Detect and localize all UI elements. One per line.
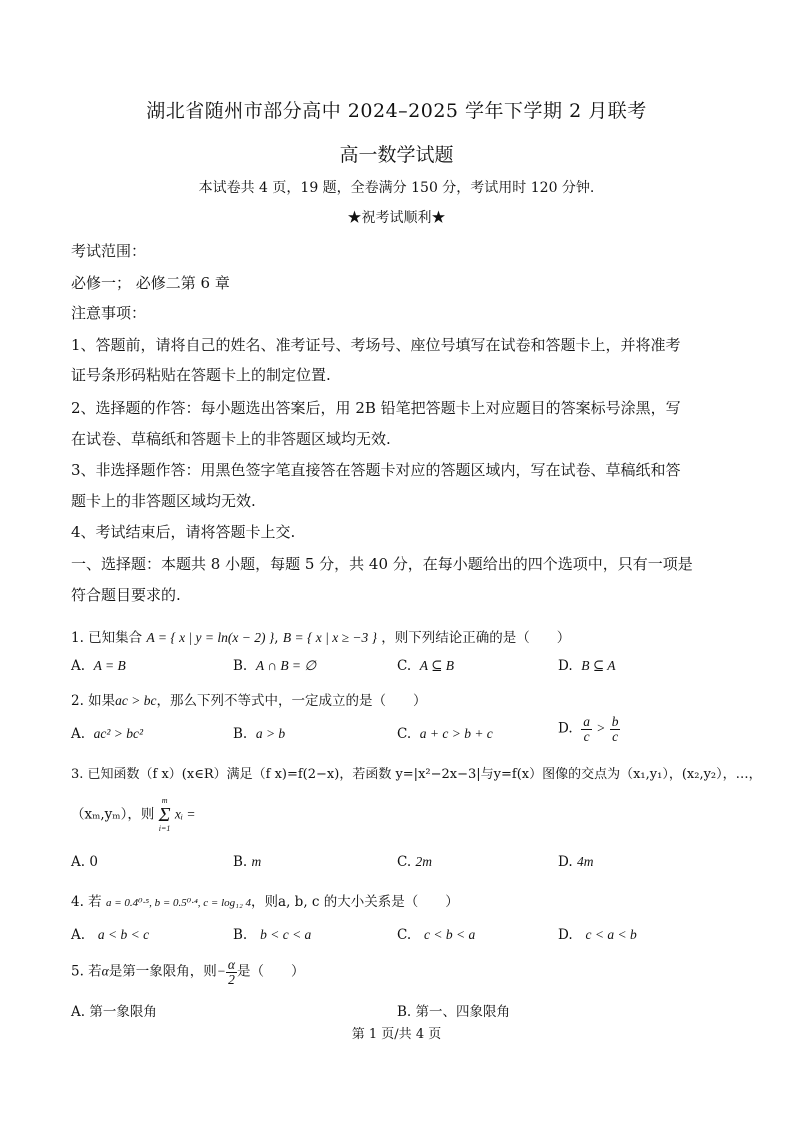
sigma-icon: Σ <box>158 804 171 826</box>
q4-option-c <box>397 927 475 943</box>
option-label: D. <box>558 720 573 737</box>
fraction-numerator: α <box>227 957 235 972</box>
option-label: A. <box>71 726 86 742</box>
option-text: B ⊆ A <box>581 658 616 673</box>
q1-suffix: ，则下列结论正确的是（ ） <box>381 630 571 646</box>
option-label: D. <box>558 658 573 674</box>
sum-term: xᵢ = <box>174 806 196 822</box>
q1-option-b <box>233 658 316 674</box>
q3-option-c <box>397 854 432 870</box>
fraction-denominator: c <box>583 728 590 744</box>
greater-than-sign: > <box>596 720 606 736</box>
option-label: B. <box>233 658 248 674</box>
q2-prefix: 2. 如果 <box>71 693 116 709</box>
option-label: B. <box>233 726 248 742</box>
option-text: b < c < a <box>260 927 312 942</box>
question-4 <box>71 890 459 910</box>
note-line: 2、选择题的作答：每小题选出答案后，用 2B 铅笔把答题卡上对应题目的答案标号涂黑，写 <box>71 399 681 417</box>
option-label: C. <box>397 927 412 943</box>
question-2 <box>71 689 427 709</box>
option-label: C. <box>397 726 412 742</box>
option-text: 第一象限角 <box>89 1004 157 1020</box>
q5-alpha: α <box>101 963 109 979</box>
q4-option-b <box>233 927 311 943</box>
q4-option-d <box>558 927 637 943</box>
option-label: B. <box>233 854 248 870</box>
option-text: 0 <box>89 854 98 870</box>
q5-option-b <box>397 1000 510 1020</box>
q5-option-a <box>71 1000 157 1020</box>
q2-option-c <box>397 726 493 742</box>
q3-option-a <box>71 854 98 870</box>
summation-symbol <box>159 797 171 833</box>
option-label: D. <box>558 854 573 870</box>
fraction-numerator: a <box>583 714 590 729</box>
fraction-b-over-c <box>610 715 621 743</box>
exam-title: 湖北省随州市部分高中 2024–2025 学年下学期 2 月联考 <box>146 100 647 122</box>
q1-set-b: B = { x | x ≥ −3 } <box>282 630 377 645</box>
option-label: A. <box>71 854 86 870</box>
note-line: 4、考试结束后，请将答题卡上交. <box>71 523 296 541</box>
q1-option-c <box>397 658 454 674</box>
section-heading-cont: 符合题目要求的. <box>71 586 181 604</box>
option-text: 第一、四象限角 <box>415 1004 511 1020</box>
note-line: 题卡上的非答题区域均无效. <box>71 492 256 510</box>
option-label: C. <box>397 658 412 674</box>
q2-option-b <box>233 726 285 742</box>
q4-option-a <box>71 927 149 943</box>
question-5 <box>71 958 304 986</box>
page-number: 第 1 页/共 4 页 <box>351 1027 442 1042</box>
option-text: a < b < c <box>97 927 150 942</box>
option-text: A = B <box>93 658 126 673</box>
q4-suffix: ，则a, b, c 的大小关系是（ ） <box>251 894 459 910</box>
fraction-numerator: b <box>611 714 619 729</box>
q5-prefix: 5. 若 <box>71 963 102 980</box>
sum-upper-limit: m <box>161 796 168 805</box>
question-3-line-1: 3. 已知函数（f x）(x∈R）满足（f x)=f(2−x)，若函数 y=|x²−2x−3|与y=f(x）图像的交点为（x₁,y₁），(x₂,y₂），…， <box>71 767 762 782</box>
q1-option-a <box>71 658 126 674</box>
fraction-denominator: c <box>612 728 619 744</box>
option-text: 2m <box>415 854 432 869</box>
option-text: c < a < b <box>585 927 637 942</box>
notes-heading: 注意事项： <box>71 304 147 322</box>
scope-label: 考试范围： <box>71 242 147 260</box>
exam-intro: 本试卷共 4 页，19 题，全卷满分 150 分，考试用时 120 分钟. <box>198 180 595 196</box>
option-label: B. <box>233 927 248 943</box>
q5-mid: 是第一象限角，则 <box>108 963 217 980</box>
q2-suffix: ，那么下列不等式中，一定成立的是（ ） <box>156 693 427 709</box>
option-text: a > b <box>255 726 286 741</box>
q2-option-a <box>71 726 143 742</box>
fraction-denominator: 2 <box>228 971 235 987</box>
option-label: B. <box>397 1004 412 1020</box>
option-text: ac² > bc² <box>93 726 144 741</box>
option-text: c < b < a <box>424 927 476 942</box>
q5-suffix: 是（ ） <box>236 963 305 980</box>
option-label: A. <box>71 658 86 674</box>
note-line: 证号条形码粘贴在答题卡上的制定位置. <box>71 366 331 384</box>
q4-prefix: 4. 若 <box>71 894 102 910</box>
q2-option-d <box>558 715 620 743</box>
q1-option-d <box>558 658 616 674</box>
option-label: A. <box>71 927 86 943</box>
option-text: m <box>251 854 262 869</box>
q4-expression: a = 0.4⁰·⁵, b = 0.5⁰·⁴, c = log₁₂ 4 <box>105 897 252 909</box>
q3-option-b <box>233 854 261 870</box>
q1-prefix: 1. 已知集合 <box>71 630 143 646</box>
question-3-line-2 <box>71 797 195 833</box>
note-line: 在试卷、草稿纸和答题卡上的非答题区域均无效. <box>71 430 391 448</box>
q2-condition: ac > bc <box>115 693 157 708</box>
exam-subtitle: 高一数学试题 <box>339 144 454 166</box>
option-label: C. <box>397 854 412 870</box>
q3-points: （xₘ,yₘ），则 <box>71 806 155 823</box>
q1-set-a: A = { x | y = ln(x − 2) } <box>146 630 275 645</box>
fraction-a-over-c <box>581 715 592 743</box>
q5-minus: − <box>216 963 226 979</box>
note-line: 3、非选择题作答：用黑色签字笔直接答在答题卡对应的答题区域内，写在试卷、草稿纸和答 <box>71 461 681 479</box>
fraction-alpha-over-2 <box>226 958 237 986</box>
option-label: D. <box>558 927 573 943</box>
option-text: A ∩ B = ∅ <box>255 658 317 673</box>
option-text: A ⊆ B <box>419 658 455 673</box>
option-text: a + c > b + c <box>419 726 493 741</box>
note-line: 1、答题前，请将自己的姓名、准考证号、考场号、座位号填写在试卷和答题卡上，并将准考 <box>71 336 681 354</box>
scope-content: 必修一； 必修二第 6 章 <box>71 274 230 292</box>
question-1 <box>71 626 570 646</box>
q3-option-d <box>558 854 593 870</box>
option-label: A. <box>71 1004 86 1020</box>
exam-wish: ★祝考试顺利★ <box>347 210 446 226</box>
sum-lower-limit: i=1 <box>158 824 171 833</box>
section-heading: 一、选择题：本题共 8 小题，每题 5 分，共 40 分，在每小题给出的四个选项中，只有一项是 <box>71 555 693 573</box>
option-text: 4m <box>576 854 594 869</box>
q1-comma: , <box>274 630 279 646</box>
